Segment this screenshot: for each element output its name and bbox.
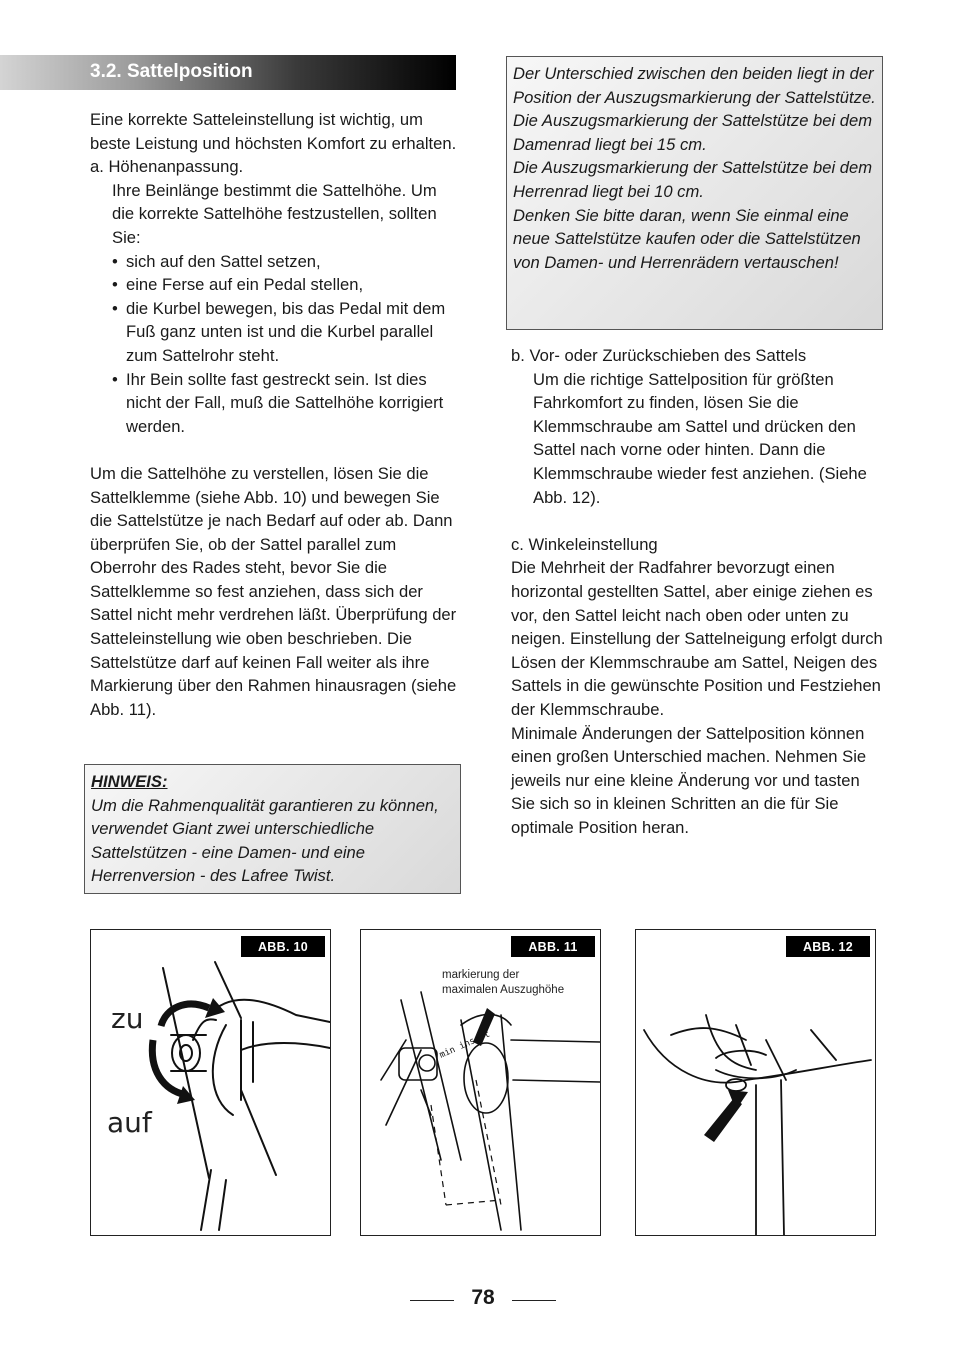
hint-title: HINWEIS: bbox=[91, 772, 168, 791]
caption-line: maximalen Auszughöhe bbox=[442, 983, 565, 996]
item-a-title: a. Höhenanpassung. bbox=[90, 157, 244, 177]
note-line: Der Unterschied zwischen den beiden liegt in der Position der Auszugsmarkierung der Sattelstütze. bbox=[513, 64, 876, 107]
list-item: • die Kurbel bewegen, bis das Pedal mit dem Fuß ganz unten ist und die Kurbel parallel zum Sattelrohr steht. bbox=[112, 297, 460, 368]
list-item: • Ihr Bein sollte fast gestreckt sein. Ist dies nicht der Fall, muß die Sattelhöhe korrigiert werden. bbox=[112, 368, 460, 439]
hint-box bbox=[84, 764, 461, 894]
list-item: • eine Ferse auf ein Pedal stellen, bbox=[112, 273, 460, 297]
page-footer bbox=[0, 1282, 954, 1318]
adjust-paragraph: Um die Sattelhöhe zu verstellen, lösen Sie die Sattelklemme (siehe Abb. 10) und bewegen Sie die Sattelstütze je nach Bedarf auf oder ab. Dann überprüfen Sie, ob der Sattel parallel zum Oberrohr des Rades steht, bevor Sie die Sattelklemme so fest anziehen, dass sich der Sattel nicht mehr verdrehen läßt. Überprüfung der Satteleinstellung wie oben beschrieben. Die Sattelstütze darf auf keinen Fall weiter als ihre Markierung über den Rahmen hinausragen (siehe Abb. 11). bbox=[90, 463, 457, 719]
saddle-clamp-illustration bbox=[636, 930, 875, 1235]
left-column bbox=[90, 108, 460, 721]
item-c-text: Die Mehrheit der Radfahrer bevorzugt einen horizontal gestellten Sattel, aber einige ziehen es vor, den Sattel leicht nach oben oder unten zu neigen. Einstellung der Sattelneigung erfolgt durch Lösen der Klemmschraube am Sattel, Neigen des Sattels in die gewünschte Position und Festziehen der Klemmschraube. bbox=[511, 558, 883, 719]
figure-caption bbox=[442, 968, 564, 997]
page-number: 78 bbox=[471, 1286, 495, 1309]
figure-abb-10 bbox=[90, 929, 331, 1236]
seat-clamp-illustration bbox=[91, 930, 330, 1235]
footer-rule-left bbox=[410, 1300, 454, 1301]
item-b-title: b. Vor- oder Zurückschieben des Sattels bbox=[511, 346, 807, 365]
figure-label: ABB. 10 bbox=[241, 936, 325, 957]
figure-abb-12 bbox=[635, 929, 876, 1236]
note-line: Die Auszugsmarkierung der Sattelstütze bei dem Herrenrad liegt bei 10 cm. bbox=[513, 158, 873, 201]
item-a-text: Ihre Beinlänge bestimmt die Sattelhöhe. Um die korrekte Sattelhöhe festzustellen, sollten Sie: bbox=[112, 180, 437, 247]
intro-paragraph: Eine korrekte Satteleinstellung ist wichtig, um beste Leistung und höchsten Komfort zu erhalten. bbox=[90, 110, 457, 153]
note-line: Die Auszugsmarkierung der Sattelstütze bei dem Damenrad liegt bei 15 cm. bbox=[513, 111, 873, 154]
footer-rule-right bbox=[512, 1300, 556, 1301]
item-b-text: Um die richtige Sattelposition für größten Fahrkomfort zu finden, lösen Sie die Klemmschraube am Sattel und drücken den Sattel nach vorne oder hinten. Dann die Klemmschraube wieder fest anziehen. (Siehe Abb. 12). bbox=[533, 369, 867, 507]
right-column bbox=[511, 344, 886, 839]
note-box bbox=[506, 56, 883, 330]
figure-label: ABB. 12 bbox=[786, 936, 870, 957]
figure-abb-11 bbox=[360, 929, 601, 1236]
saddle-height-steps bbox=[90, 250, 460, 439]
section-title: 3.2. Sattelposition bbox=[90, 61, 253, 82]
item-c-text-2: Minimale Änderungen der Sattelposition können einen großen Unterschied machen. Nehmen Sie jeweils nur eine kleine Änderung vor und tasten Sie sich so in kleinen Schritten an die für Sie optimale Position heran. bbox=[511, 723, 867, 837]
item-c-title: c. Winkeleinstellung bbox=[511, 534, 658, 554]
note-line: Denken Sie bitte daran, wenn Sie einmal eine neue Sattelstütze kaufen oder die Sattelstützen von Damen- und Herrenrädern vertauschen! bbox=[513, 205, 861, 272]
close-label: zu bbox=[111, 1002, 144, 1035]
open-label: auf bbox=[107, 1106, 152, 1139]
hint-text: Um die Rahmenqualität garantieren zu können, verwendet Giant zwei unterschiedliche Sattelstützen - eine Damen- und eine Herrenversion - des Lafree Twist. bbox=[91, 795, 439, 886]
figure-label: ABB. 11 bbox=[511, 936, 595, 957]
list-item: • sich auf den Sattel setzen, bbox=[112, 250, 460, 274]
caption-line: markierung der bbox=[442, 969, 520, 981]
min-insert-mark: min insert bbox=[438, 1029, 492, 1061]
